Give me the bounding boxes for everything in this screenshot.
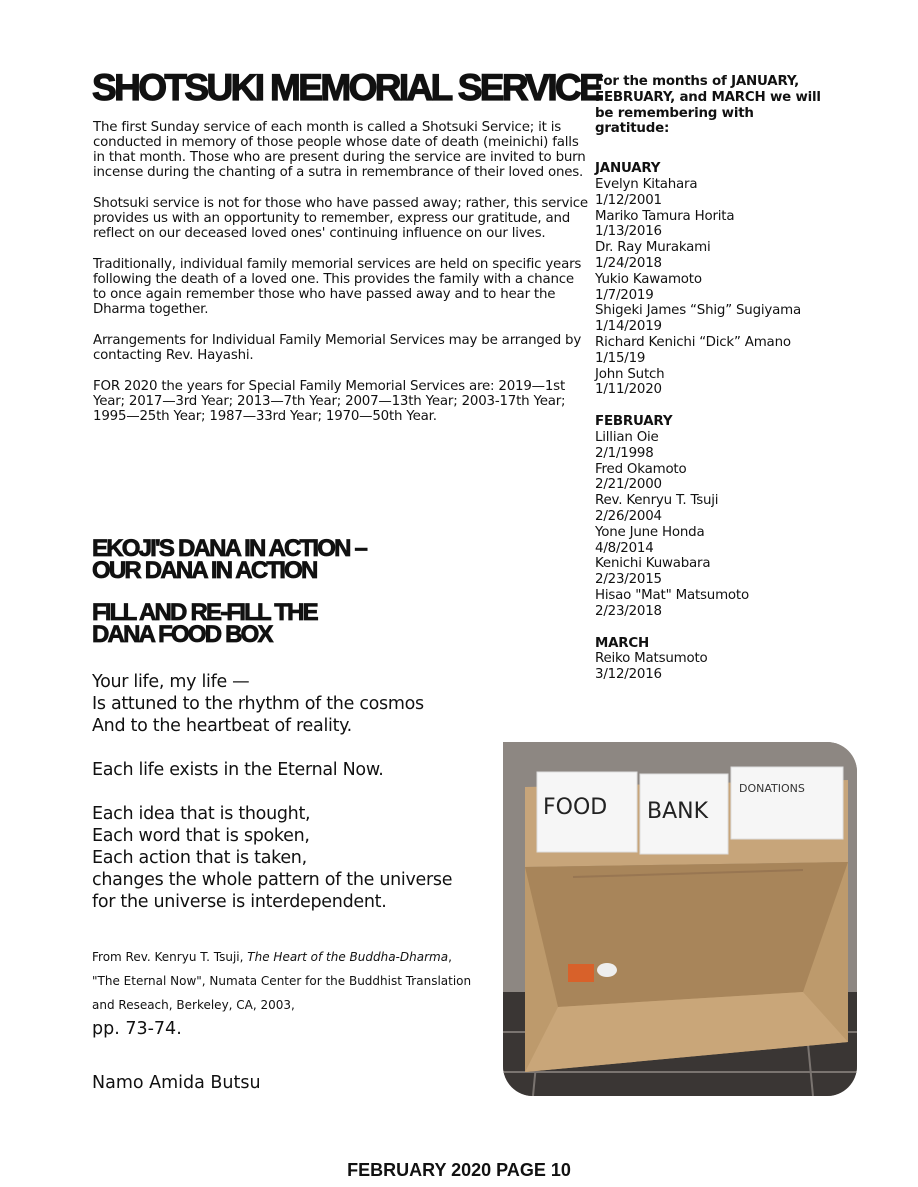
citation-prefix: From Rev. Kenryu T. Tsuji, xyxy=(92,950,248,964)
memorial-name: Dr. Ray Murakami xyxy=(595,240,711,256)
memorial-date: 4/8/2014 xyxy=(595,540,654,556)
poem-line: changes the whole pattern of the universe xyxy=(92,870,453,890)
intro-paragraph: FOR 2020 the years for Special Family Memorial Services are: 2019—1st Year; 2017—3rd Year; 2013—7th Year; 2007—13th Year; 2003-17th Year; 1995—25th Year; 1987—33rd Year; 1970—50th Year. xyxy=(93,379,566,424)
sign-bank: BANK xyxy=(647,799,709,824)
dana-heading: EKOJI'S DANA IN ACTION – OUR DANA IN ACTION xyxy=(92,535,367,584)
month-heading: JANUARY xyxy=(595,161,661,177)
memorial-name: Kenichi Kuwabara xyxy=(595,556,711,572)
memorial-name: Reiko Matsumoto xyxy=(595,651,708,667)
poem-stanza xyxy=(92,759,492,781)
closing: Namo Amida Butsu xyxy=(92,1073,261,1093)
remembrance-lead: For the months of JANUARY, FEBRUARY, and MARCH we will be remembering with gratitude: xyxy=(595,74,821,137)
shotsuki-intro xyxy=(93,120,588,440)
memorial-name: John Sutch xyxy=(595,366,665,382)
memorial-date: 2/23/2015 xyxy=(595,572,662,588)
memorial-name: Fred Okamoto xyxy=(595,461,687,477)
poem-line: Is attuned to the rhythm of the cosmos xyxy=(92,694,424,714)
intro-paragraph: Arrangements for Individual Family Memorial Services may be arranged by contacting Rev. Hayashi. xyxy=(93,333,582,363)
sign-donations: DONATIONS xyxy=(739,782,805,795)
citation xyxy=(92,945,472,1042)
poem-line: for the universe is interdependent. xyxy=(92,892,387,912)
poem-stanza xyxy=(92,803,492,913)
memorial-name: Evelyn Kitahara xyxy=(595,176,698,192)
poem-stanza xyxy=(92,671,492,737)
memorial-name: Yukio Kawamoto xyxy=(595,271,702,287)
memorial-date: 2/1/1998 xyxy=(595,445,654,461)
citation-book: The Heart of the Buddha-Dharma xyxy=(247,950,449,964)
memorial-name: Shigeki James “Shig” Sugiyama xyxy=(595,303,801,319)
poem-line: Your life, my life — xyxy=(92,672,250,692)
memorial-name: Mariko Tamura Horita xyxy=(595,208,735,224)
month-heading: FEBRUARY xyxy=(595,414,673,430)
poem-line: Each word that is spoken, xyxy=(92,826,310,846)
memorial-name: Richard Kenichi “Dick” Amano xyxy=(595,334,791,350)
month-heading: MARCH xyxy=(595,635,650,651)
memorial-date: 1/7/2019 xyxy=(595,287,654,303)
memorial-name: Rev. Kenryu T. Tsuji xyxy=(595,493,719,509)
page-footer: FEBRUARY 2020 PAGE 10 xyxy=(347,1160,571,1180)
memorial-name: Lillian Oie xyxy=(595,429,659,445)
poem-line: And to the heartbeat of reality. xyxy=(92,716,352,736)
poem-line: Each life exists in the Eternal Now. xyxy=(92,760,384,780)
memorial-date: 2/21/2000 xyxy=(595,477,662,493)
dana-subheading: FILL AND RE-FILL THE DANA FOOD BOX xyxy=(92,599,317,648)
remembrance-column xyxy=(595,74,825,699)
dana-headings xyxy=(92,535,402,666)
food-box-photo xyxy=(503,742,857,1096)
poem-line: Each action that is taken, xyxy=(92,848,307,868)
sign-food: FOOD xyxy=(543,795,608,820)
page-title: SHOTSUKI MEMORIAL SERVICE xyxy=(92,67,602,108)
intro-paragraph: The first Sunday service of each month is called a Shotsuki Service; it is conducted in memory of those people whose date of death (meinichi) falls in that month. Those who are present during the service are invited to burn incense during the chanting of a sutra in remembrance of their loved ones. xyxy=(93,120,586,180)
month-group xyxy=(595,414,825,619)
memorial-name: Hisao "Mat" Matsumoto xyxy=(595,587,749,603)
citation-pages: pp. 73-74. xyxy=(92,1019,182,1039)
memorial-date: 2/23/2018 xyxy=(595,603,662,619)
intro-paragraph: Traditionally, individual family memorial services are held on specific years following the death of a loved one. This provides the family with a chance to once again remember those who have passed away and to hear the Dharma together. xyxy=(93,257,582,317)
memorial-date: 3/12/2016 xyxy=(595,667,662,683)
memorial-date: 1/14/2019 xyxy=(595,319,662,335)
memorial-date: 1/15/19 xyxy=(595,350,646,366)
memorial-name: Yone June Honda xyxy=(595,524,705,540)
poem xyxy=(92,671,492,935)
month-group xyxy=(595,161,825,398)
memorial-date: 1/11/2020 xyxy=(595,382,662,398)
memorial-date: 1/13/2016 xyxy=(595,224,662,240)
citation-rest: , "The Eternal Now", Numata Center for the Buddhist Translation and Reseach, Berkeley, CA, 2003, xyxy=(92,950,472,1012)
memorial-date: 2/26/2004 xyxy=(595,508,662,524)
intro-paragraph: Shotsuki service is not for those who have passed away; rather, this service provides us with an opportunity to remember, express our gratitude, and reflect on our deceased loved ones' continuing influence on our lives. xyxy=(93,196,588,241)
poem-line: Each idea that is thought, xyxy=(92,804,311,824)
month-group xyxy=(595,636,825,683)
memorial-date: 1/12/2001 xyxy=(595,192,662,208)
memorial-date: 1/24/2018 xyxy=(595,255,662,271)
